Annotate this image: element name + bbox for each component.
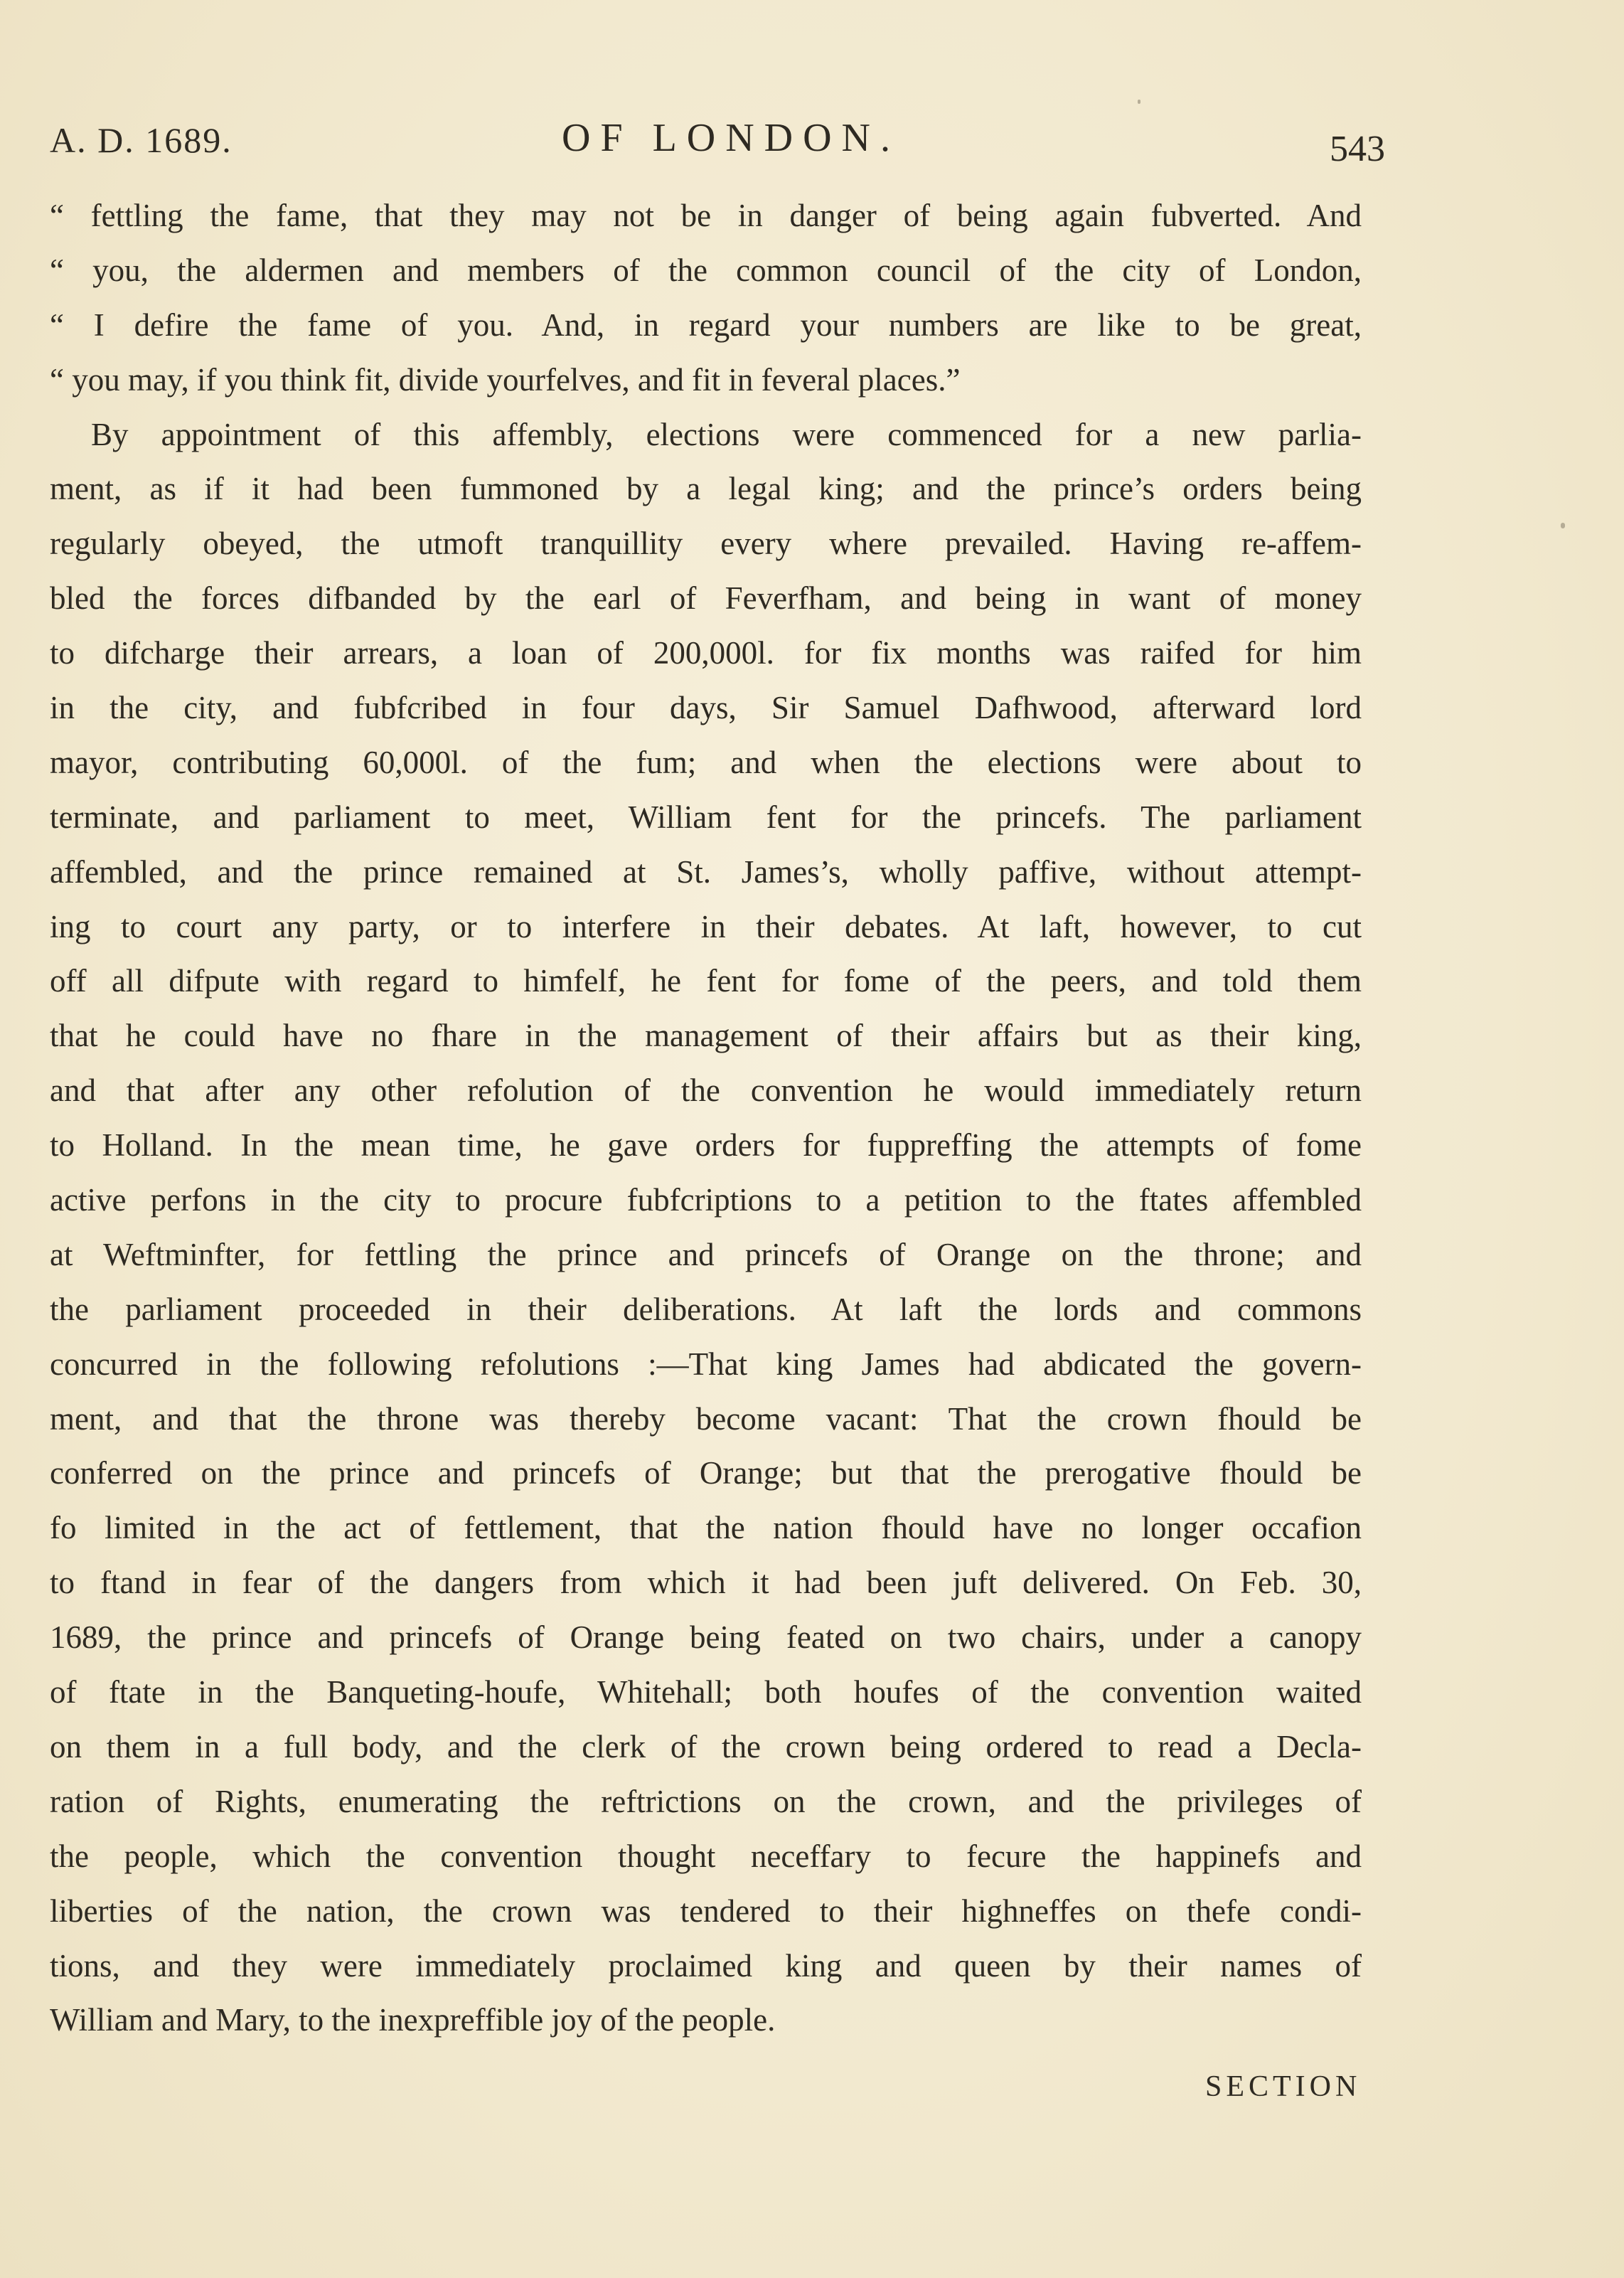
text-line: mayor, contributing 60,000l. of the fum; and when the elections were about to xyxy=(50,744,1362,780)
text-line: ment, as if it had been fummoned by a legal king; and the prince’s orders being xyxy=(50,471,1362,507)
text-line: to Holland. In the mean time, he gave orders for fuppreffing the attempts of fome xyxy=(50,1127,1362,1164)
text-line: fo limited in the act of fettlement, that the nation fhould have no longer occafion xyxy=(50,1510,1362,1546)
text-line: affembled, and the prince remained at St. James’s, wholly paffive, without attempt- xyxy=(50,853,1362,890)
text-line: tions, and they were immediately proclaimed king and queen by their names of xyxy=(50,1947,1362,1984)
text-line: to difcharge their arrears, a loan of 200,000l. for fix months was raifed for him xyxy=(50,635,1362,671)
text-line: conferred on the prince and princefs of Orange; but that the prerogative fhould be xyxy=(50,1455,1362,1491)
text-line: the people, which the convention thought neceffary to fecure the happinefs and xyxy=(50,1838,1362,1874)
text-line: “ you, the aldermen and members of the common council of the city of London, xyxy=(50,252,1362,288)
text-line: at Weftminfter, for fettling the prince and princefs of Orange on the throne; and xyxy=(50,1236,1362,1272)
text-line: “ fettling the fame, that they may not be in danger of being again fubverted. And xyxy=(50,198,1362,233)
text-line: active perfons in the city to procure fubfcriptions to a petition to the ftates affembled xyxy=(50,1182,1362,1218)
text-line: off all difpute with regard to himfelf, he fent for fome of the peers, and told them xyxy=(50,963,1362,999)
text-line: the parliament proceeded in their deliberations. At laft the lords and commons xyxy=(50,1291,1362,1327)
text-line: liberties of the nation, the crown was tendered to their highneffes on thefe condi- xyxy=(50,1893,1362,1929)
text-line: in the city, and fubfcribed in four days, Sir Samuel Dafhwood, afterward lord xyxy=(50,690,1362,726)
text-line: bled the forces difbanded by the earl of Feverfham, and being in want of money xyxy=(50,580,1362,617)
catchword: SECTION xyxy=(1205,2070,1362,2103)
text-line: to ftand in fear of the dangers from which it had been juft delivered. On Feb. 30, xyxy=(50,1565,1362,1601)
text-line: William and Mary, to the inexpreffible joy of the people. xyxy=(50,2002,776,2038)
text-line: ment, and that the throne was thereby become vacant: That the crown fhould be xyxy=(50,1400,1362,1437)
text-line: of ftate in the Banqueting-houfe, Whitehall; both houfes of the convention waited xyxy=(50,1674,1362,1710)
header-title: OF LONDON. xyxy=(562,116,900,160)
text-line: on them in a full body, and the clerk of the crown being ordered to read a Decla- xyxy=(50,1728,1362,1765)
text-line: and that after any other refolution of the convention he would immediately return xyxy=(50,1073,1362,1109)
text-line: regularly obeyed, the utmoft tranquillity every where prevailed. Having re-affem- xyxy=(50,526,1362,562)
text-line: 1689, the prince and princefs of Orange being feated on two chairs, under a canopy xyxy=(50,1619,1362,1656)
text-line: concurred in the following refolutions :—That king James had abdicated the govern- xyxy=(50,1346,1362,1382)
text-line: ration of Rights, enumerating the reftrictions on the crown, and the privileges of xyxy=(50,1783,1362,1819)
header-date: A. D. 1689. xyxy=(50,120,233,160)
paper-speck xyxy=(1561,523,1565,528)
text-line: By appointment of this affembly, elections were commenced for a new parlia- xyxy=(91,416,1362,452)
text-line: that he could have no fhare in the management of their affairs but as their king, xyxy=(50,1018,1362,1054)
text-line: terminate, and parliament to meet, William fent for the princefs. The parliament xyxy=(50,799,1362,835)
text-line: “ I defire the fame of you. And, in regard your numbers are like to be great, xyxy=(50,307,1362,343)
body-text xyxy=(50,188,1362,2048)
paper-speck xyxy=(1138,100,1140,104)
text-line: “ you may, if you think fit, divide yourfelves, and fit in feveral places.” xyxy=(50,361,961,398)
page-number: 543 xyxy=(1330,129,1385,169)
text-line: ing to court any party, or to interfere in their debates. At laft, however, to cut xyxy=(50,908,1362,944)
running-head xyxy=(50,107,1387,169)
